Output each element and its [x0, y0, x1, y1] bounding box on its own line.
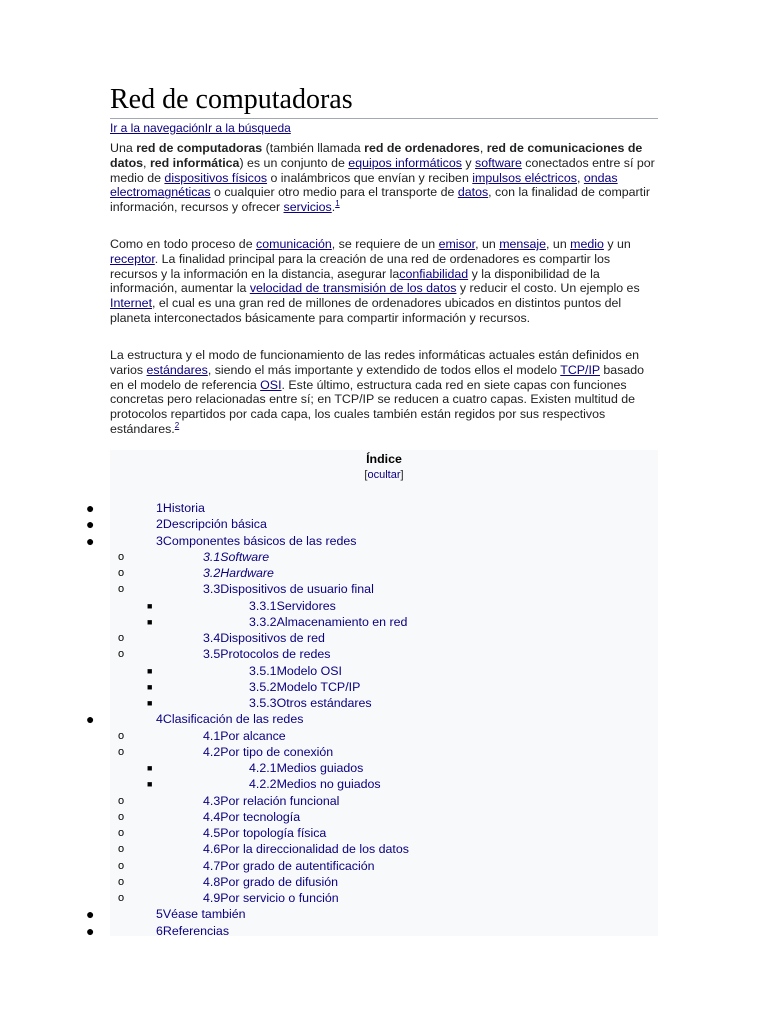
toc-item-label[interactable] — [203, 825, 326, 841]
toc-bullet: ● — [86, 711, 95, 728]
toc-item-text: Por la direccionalidad de los datos — [220, 842, 409, 857]
text-run: y un — [603, 237, 631, 251]
toc-item-number: 4.3 — [203, 793, 221, 808]
toc-bullet: ■ — [147, 779, 153, 790]
text-run: o inalámbricos que envían y reciben — [267, 170, 473, 185]
toc-item-label[interactable] — [203, 793, 339, 809]
link-internet[interactable]: Internet — [110, 296, 153, 311]
toc-item-text: Por topología física — [220, 826, 327, 840]
toc-item-number: 3.1 — [203, 549, 221, 564]
toc-bullet: ■ — [147, 616, 153, 627]
toc-item-text: Modelo OSI — [276, 663, 342, 678]
text-run: , — [576, 170, 584, 185]
toc-item-number: 4.2.2 — [249, 777, 277, 792]
toc-item-label[interactable] — [156, 533, 356, 549]
toc-item-number: 4.5 — [203, 826, 221, 840]
toc-bullet: o — [118, 550, 125, 563]
toc-item-label[interactable] — [203, 874, 338, 890]
toc-bullet: o — [118, 745, 125, 758]
toc-item-label[interactable] — [249, 614, 407, 630]
link-mensaje[interactable]: mensaje — [499, 237, 547, 251]
text-run: basado en el modelo de referencia — [110, 362, 645, 392]
toc-item-number: 3.5.3 — [249, 696, 277, 710]
toc-item-text: Medios no guiados — [276, 777, 381, 792]
link-estandares[interactable]: estándares — [146, 362, 208, 377]
toc-item-number: 4.1 — [203, 728, 221, 743]
text-run: , siendo el más importante y extendido de todos ellos el modelo — [207, 362, 561, 377]
text-run: y reducir el costo. Un ejemplo es — [456, 281, 640, 296]
toc-item-number: 3.2 — [203, 566, 221, 580]
toc-item-number: 2 — [156, 517, 163, 532]
toc-item-label[interactable] — [203, 630, 325, 646]
intro-paragraph — [110, 141, 658, 215]
toc-item-number: 3 — [156, 533, 163, 548]
toc-item-label[interactable] — [203, 646, 330, 662]
text-run: o cualquier otro medio para el transporte de — [210, 185, 458, 200]
toc-item-text: Por tipo de conexión — [220, 744, 334, 759]
toc-item-label[interactable] — [249, 679, 360, 695]
link-receptor[interactable]: receptor — [110, 251, 155, 266]
toc-item-text: Véase también — [162, 907, 246, 922]
jump-to-search-link[interactable]: Ir a la búsqueda — [204, 121, 291, 135]
link-impulsos-electricos[interactable]: impulsos eléctricos — [472, 170, 577, 185]
text-run: Una — [110, 141, 137, 155]
toc-item-text: Por alcance — [220, 728, 286, 743]
toc-bullet: o — [118, 843, 125, 856]
toc-bullet: ■ — [147, 681, 153, 692]
toc-bullet: o — [118, 794, 125, 807]
toc-item-label[interactable] — [249, 598, 336, 614]
toc-bullet: o — [118, 892, 125, 904]
reference-link-2[interactable]: 2 — [174, 420, 180, 430]
toc-item-number: 1 — [156, 501, 163, 515]
text-run: . Este último, estructura cada red en siete capas con funciones concretas pero relacionadas entre sí; en TCP/IP se reducen a cuatro capas. Existen multitud de protocolos repartidos por cada capa, los cuales también están regidos por sus respectivos estándares. — [110, 377, 636, 436]
toc-bullet: o — [118, 632, 125, 644]
toc-item-number: 6 — [156, 923, 163, 938]
text-run: , — [479, 141, 487, 155]
text-run: , el cual es una gran red de millones de ordenadores ubicados en distintos puntos del planeta interconectados básicamente para compartir información y recursos. — [110, 296, 622, 325]
text-run: , un — [546, 237, 571, 251]
toc-item-text: Por tecnología — [220, 809, 301, 824]
toc-hide-button[interactable]: ocultar — [367, 469, 401, 481]
toc-item-text: Software — [220, 549, 270, 564]
toc-item-number: 3.3 — [203, 582, 221, 597]
text-run: La estructura y el modo de funcionamiento de las redes informáticas actuales están definidos en varios — [110, 348, 639, 377]
toc-item-number: 4.9 — [203, 891, 221, 905]
text-run: . — [331, 200, 336, 215]
toc-item-label[interactable] — [249, 695, 372, 711]
toc-bullet: o — [118, 827, 125, 839]
toc-bullet: ● — [86, 532, 95, 549]
toc-item-text: Medios guiados — [276, 761, 364, 775]
toc-item-label[interactable] — [249, 776, 381, 792]
link-medio[interactable]: medio — [570, 237, 604, 251]
toc-item-text: Descripción básica — [162, 517, 267, 532]
toc-item-label[interactable] — [203, 565, 274, 581]
text-run: (también llamada — [262, 141, 365, 155]
toc-item-text: Otros estándares — [276, 696, 372, 710]
toc-item-number: 4.2.1 — [249, 761, 277, 775]
text-run: , con la finalidad de compartir información, recursos y ofrecer — [110, 185, 651, 215]
toc-item-number: 3.5.2 — [249, 679, 277, 694]
toc-item-text: Por grado de difusión — [220, 874, 339, 889]
toc-toggle — [110, 469, 658, 482]
toc-item-number: 4.6 — [203, 842, 221, 857]
text-run: . La finalidad principal para la creación de una red de ordenadores es compartir los recursos y la información en la distancia, asegurar la — [110, 251, 611, 281]
jump-to-navigation-link[interactable]: Ir a la navegación — [110, 121, 205, 135]
toc-title: Índice — [366, 452, 402, 466]
toc-bullet: o — [118, 583, 125, 596]
toc-item-label[interactable] — [249, 663, 342, 679]
toc-item-text: Por servicio o función — [220, 891, 339, 905]
text-run: y — [461, 155, 476, 170]
toc-item-label[interactable] — [203, 549, 269, 565]
toc-item-text: Modelo TCP/IP — [276, 679, 361, 694]
link-servicios[interactable]: servicios — [283, 200, 332, 215]
bold-term: red de computadoras — [136, 141, 263, 155]
link-software[interactable]: software — [475, 155, 522, 170]
toc-toggle-bracket-close: ] — [400, 469, 404, 481]
toc-item-text: Por grado de autentificación — [220, 858, 375, 873]
toc-item-text: Referencias — [162, 923, 230, 938]
reference-link-1[interactable]: 1 — [335, 199, 340, 209]
toc-toggle-bracket-open: [ — [364, 469, 368, 481]
link-confiabilidad[interactable]: confiabilidad — [399, 266, 469, 281]
toc-item-text: Protocolos de redes — [220, 647, 331, 662]
toc-item-text: Por relación funcional — [220, 793, 340, 808]
toc-item-number: 4.8 — [203, 874, 221, 889]
toc-bullet: ■ — [147, 600, 153, 611]
toc-bullet: o — [118, 810, 125, 823]
toc-item-number: 4.4 — [203, 809, 221, 824]
table-of-contents — [86, 450, 658, 939]
toc-item-text: Servidores — [276, 598, 336, 613]
link-comunicacion[interactable]: comunicación — [256, 237, 332, 251]
toc-item-number: 3.3.1 — [249, 598, 277, 613]
text-run: ) es un conjunto de — [239, 155, 349, 170]
toc-bullet: o — [118, 567, 125, 579]
toc-item-number: 3.3.2 — [249, 614, 277, 629]
toc-bullet: ■ — [147, 698, 153, 708]
toc-item-label[interactable] — [203, 858, 375, 874]
toc-bullet: o — [118, 859, 125, 872]
toc-item-number: 4.2 — [203, 744, 221, 759]
toc-bullet: ● — [86, 500, 95, 516]
text-run: conectados entre sí por medio de — [110, 155, 655, 185]
bold-term: red de ordenadores — [364, 141, 480, 155]
text-run: , — [143, 155, 150, 170]
toc-bullet: o — [118, 729, 125, 742]
toc-item-label[interactable] — [156, 923, 229, 939]
toc-item-text: Componentes básicos de las redes — [162, 533, 357, 548]
toc-item-label[interactable] — [156, 711, 303, 727]
toc-item-number: 3.4 — [203, 631, 221, 645]
toc-item-label[interactable] — [203, 841, 409, 857]
toc-item-number: 5 — [156, 907, 163, 922]
link-equipos-informaticos[interactable]: equipos informáticos — [348, 155, 462, 170]
toc-item-label[interactable] — [156, 516, 267, 532]
text-run: y la disponibilidad de la información, aumentar la — [110, 266, 600, 296]
toc-bullet: ● — [86, 516, 95, 533]
toc-item-number: 3.5.1 — [249, 663, 277, 678]
toc-item-text: Dispositivos de red — [220, 631, 325, 645]
toc-bullet: o — [118, 648, 125, 661]
jump-links — [110, 121, 291, 135]
toc-item-text: Dispositivos de usuario final — [220, 582, 374, 597]
toc-item-text: Historia — [162, 501, 205, 515]
link-velocidad-transmision[interactable]: velocidad de transmisión de los datos — [249, 281, 457, 296]
toc-item-label[interactable] — [203, 728, 286, 744]
toc-item-label[interactable] — [156, 500, 205, 516]
link-emisor[interactable]: emisor — [438, 237, 476, 251]
third-paragraph — [110, 348, 658, 437]
toc-bullet: ● — [86, 906, 95, 923]
link-tcp-ip[interactable]: TCP/IP — [560, 362, 600, 377]
toc-item-label[interactable] — [203, 890, 339, 906]
text-run: , un — [475, 237, 500, 251]
toc-item-number: 3.5 — [203, 647, 221, 662]
toc-item-text: Clasificación de las redes — [162, 712, 304, 727]
link-ondas-electromagneticas[interactable]: ondas electromagnéticas — [110, 170, 618, 200]
link-dispositivos-fisicos[interactable]: dispositivos físicos — [164, 170, 268, 185]
link-osi[interactable]: OSI — [260, 377, 282, 392]
toc-item-label[interactable] — [203, 581, 374, 597]
toc-bullet: ■ — [147, 763, 153, 773]
second-paragraph — [110, 237, 658, 326]
toc-item-text: Almacenamiento en red — [276, 614, 408, 629]
text-run: , se requiere de un — [331, 237, 439, 251]
toc-item-text: Hardware — [220, 566, 274, 580]
bold-term: red de comunicaciones de datos — [110, 141, 643, 170]
bold-term: red informática — [149, 155, 240, 170]
toc-bullet: ■ — [147, 665, 153, 676]
page-title: Red de computadoras — [110, 82, 658, 119]
toc-item-label[interactable] — [203, 744, 333, 760]
toc-bullet: ● — [86, 922, 95, 939]
toc-item-number: 4.7 — [203, 858, 221, 873]
text-run: Como en todo proceso de — [110, 237, 257, 251]
toc-item-label[interactable] — [156, 906, 246, 922]
toc-item-label[interactable] — [249, 760, 363, 776]
toc-bullet: o — [118, 875, 125, 888]
link-datos[interactable]: datos — [457, 185, 489, 200]
toc-item-number: 4 — [156, 712, 163, 727]
toc-item-label[interactable] — [203, 809, 300, 825]
